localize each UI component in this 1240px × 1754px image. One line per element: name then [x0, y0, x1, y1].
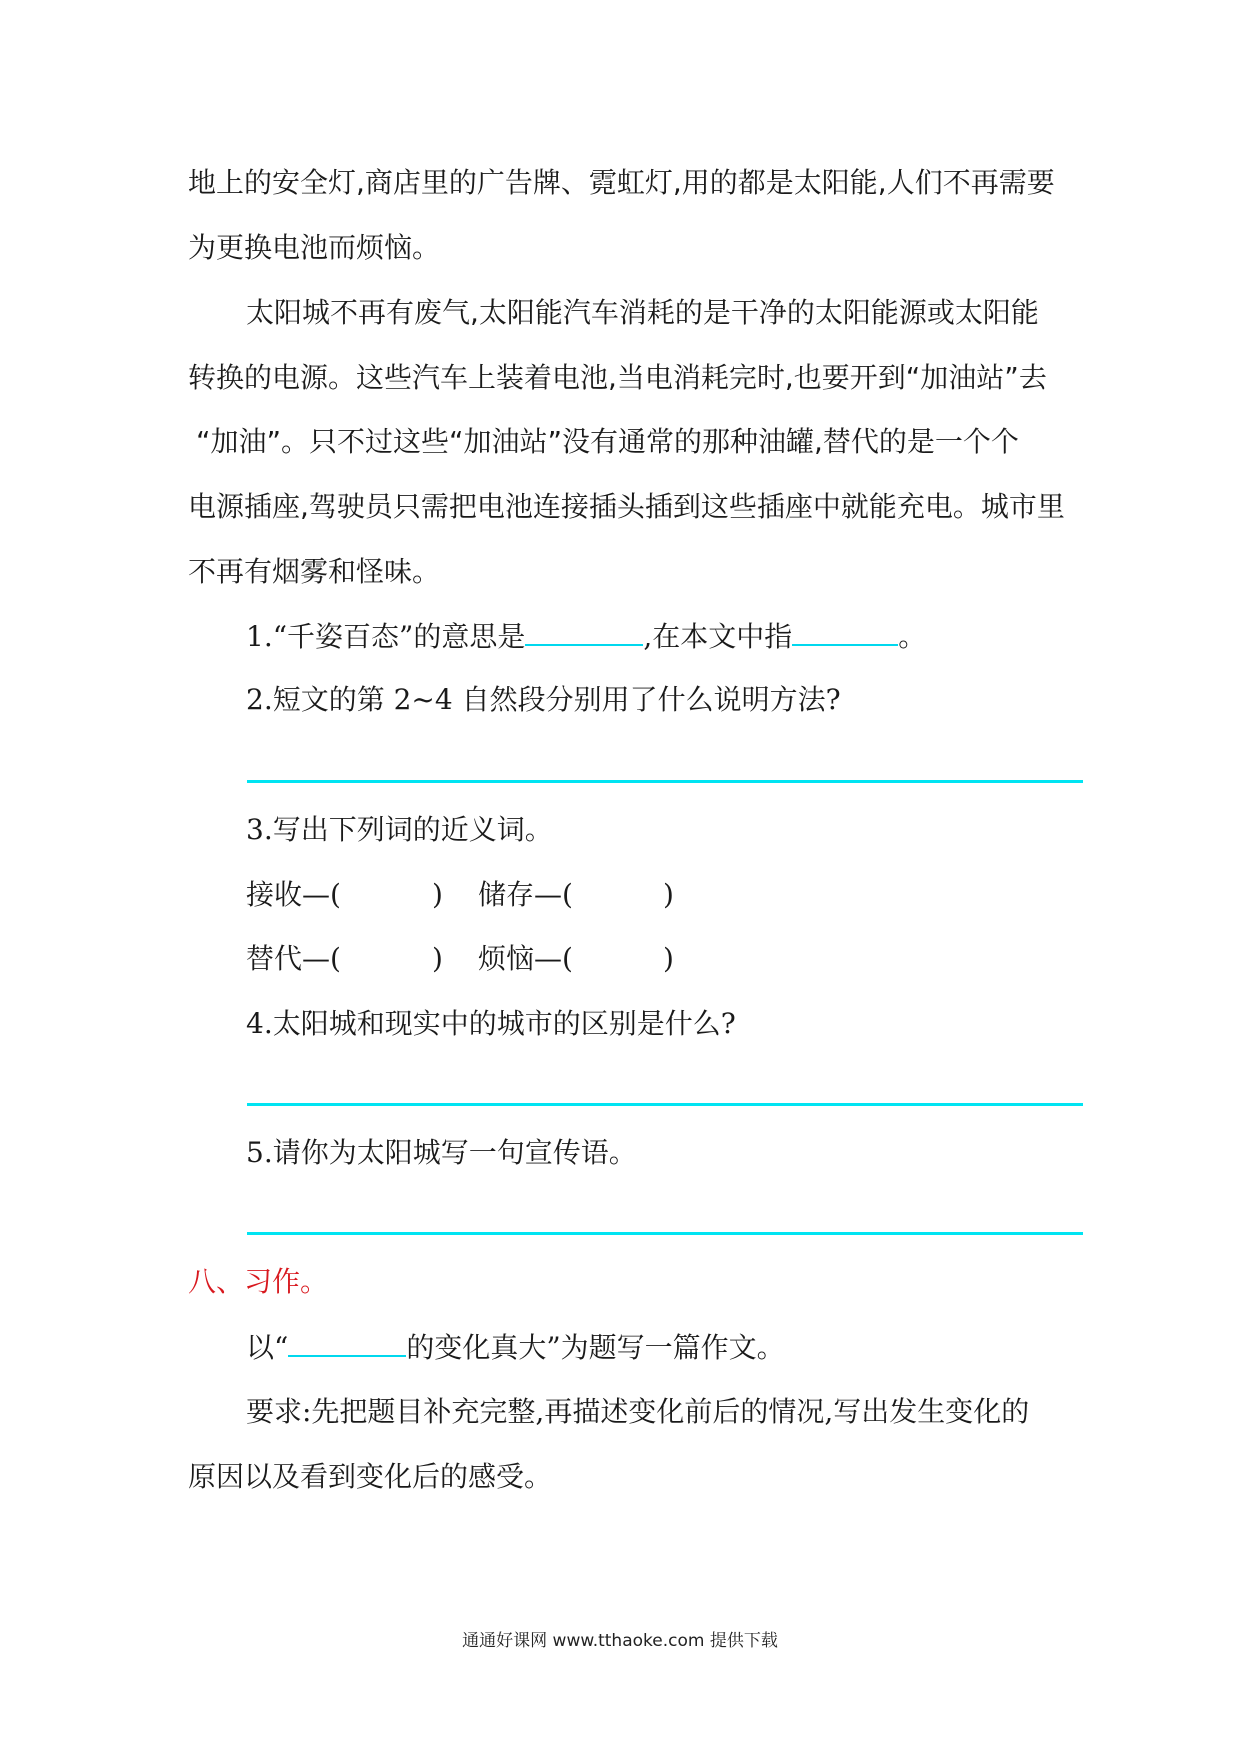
footer: 通通好课网 www.tthaoke.com 提供下载 — [462, 1631, 778, 1651]
composition-prompt-end: 的变化真大”为题写一篇作文。 — [406, 1331, 785, 1364]
question-3: 3.写出下列词的近义词。 — [246, 813, 553, 846]
passage-line: 电源插座,驾驶员只需把电池连接插头插到这些插座中就能充电。城市里 — [188, 490, 1065, 523]
question-5: 5.请你为太阳城写一句宣传语。 — [246, 1136, 637, 1169]
question-1-text-mid: ,在本文中指 — [643, 620, 793, 653]
answer-line[interactable] — [247, 1103, 1083, 1106]
synonym-item: 烦恼—( — [478, 942, 573, 975]
passage-line: 地上的安全灯,商店里的广告牌、霓虹灯,用的都是太阳能,人们不再需要 — [188, 166, 1055, 199]
question-1 — [246, 616, 926, 657]
section-heading: 八、习作。 — [188, 1265, 329, 1298]
passage-line: 不再有烟雾和怪味。 — [188, 555, 441, 588]
synonym-close-paren: ) — [432, 942, 443, 975]
synonym-close-paren: ) — [432, 878, 443, 911]
passage-line: 为更换电池而烦恼。 — [188, 231, 441, 264]
synonym-item: 接收—( — [246, 878, 341, 911]
composition-requirement: 要求:先把题目补充完整,再描述变化前后的情况,写出发生变化的 — [246, 1395, 1030, 1428]
passage-line: 太阳城不再有废气,太阳能汽车消耗的是干净的太阳能源或太阳能 — [246, 296, 1039, 329]
composition-requirement: 原因以及看到变化后的感受。 — [188, 1460, 553, 1493]
question-1-text: 1.“千姿百态”的意思是 — [246, 620, 526, 653]
question-4: 4.太阳城和现实中的城市的区别是什么? — [246, 1007, 736, 1040]
synonym-close-paren: ) — [663, 942, 674, 975]
passage-line: “加油”。只不过这些“加油站”没有通常的那种油罐,替代的是一个个 — [196, 425, 1019, 458]
answer-line[interactable] — [247, 780, 1083, 783]
question-1-text-end: 。 — [898, 620, 927, 653]
fill-blank[interactable] — [525, 616, 643, 646]
fill-blank[interactable] — [792, 616, 898, 646]
question-2: 2.短文的第 2~4 自然段分别用了什么说明方法? — [246, 683, 841, 716]
synonym-item: 储存—( — [478, 878, 573, 911]
synonym-close-paren: ) — [663, 878, 674, 911]
title-blank[interactable] — [288, 1327, 406, 1357]
composition-prompt — [246, 1327, 785, 1368]
passage-line: 转换的电源。这些汽车上装着电池,当电消耗完时,也要开到“加油站”去 — [188, 361, 1047, 394]
composition-prompt-start: 以“ — [246, 1331, 289, 1364]
answer-line[interactable] — [247, 1232, 1083, 1235]
synonym-item: 替代—( — [246, 942, 341, 975]
